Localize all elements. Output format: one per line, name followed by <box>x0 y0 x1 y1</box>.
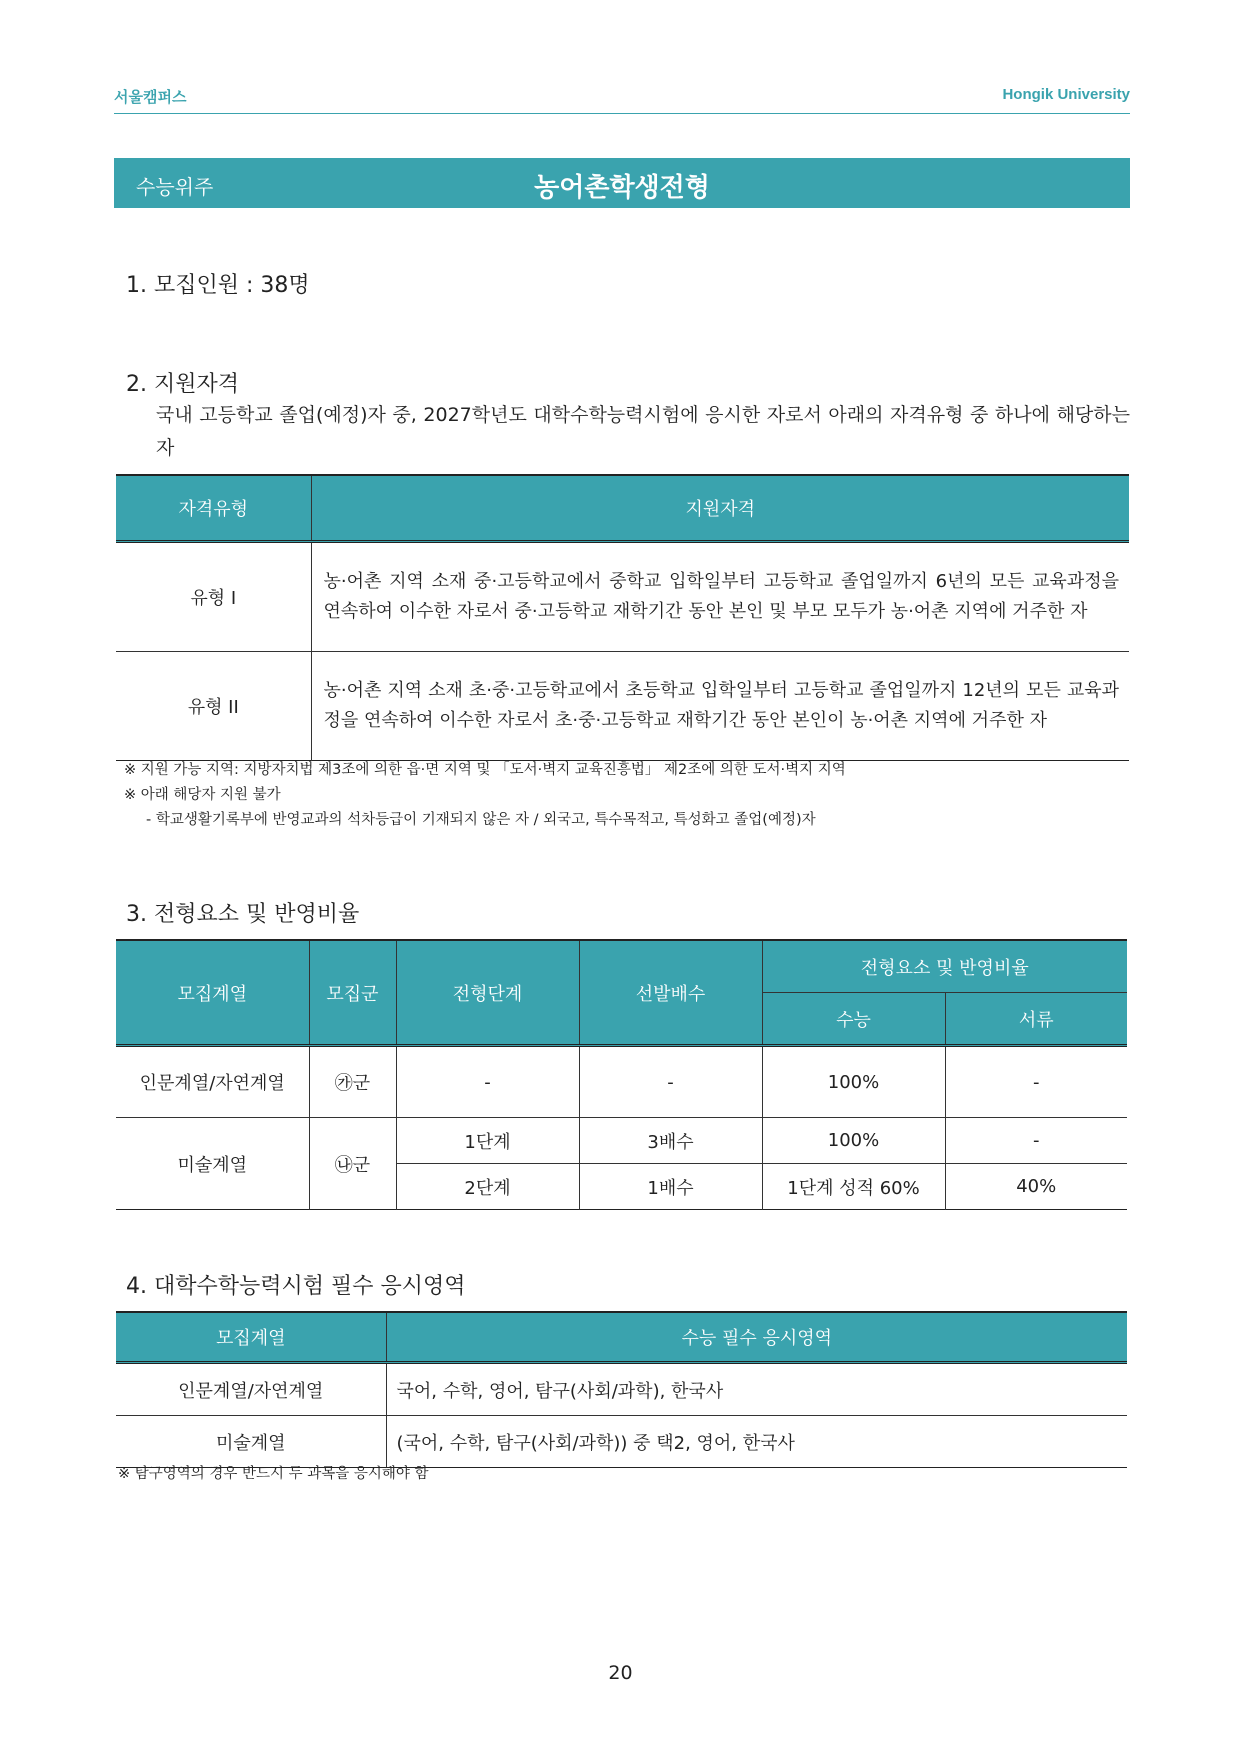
page-number: 20 <box>608 1662 633 1684</box>
table-row <box>116 1416 1127 1468</box>
selection-ratio-table <box>116 939 1127 1210</box>
note-inquiry-subjects: ※ 탐구영역의 경우 반드시 두 과목을 응시해야 함 <box>118 1466 429 1482</box>
section-heading-quota: 1. 모집인원 : 38명 <box>126 273 310 298</box>
csat-cell: 1단계 성적 60% <box>762 1164 945 1210</box>
multiple-cell: 1배수 <box>579 1164 762 1210</box>
group-cell: ㉮군 <box>309 1046 396 1118</box>
type-cell: 유형 II <box>116 652 311 761</box>
csat-cell: 100% <box>762 1118 945 1164</box>
table-row <box>116 1046 1127 1118</box>
field-cell: 미술계열 <box>116 1416 386 1468</box>
column-header: 자격유형 <box>116 475 311 542</box>
table-row <box>116 1363 1127 1416</box>
section-heading-ratio: 3. 전형요소 및 반영비율 <box>126 902 360 927</box>
campus-label: 서울캠퍼스 <box>114 88 187 106</box>
stage-cell: 2단계 <box>396 1164 579 1210</box>
docs-cell: - <box>945 1118 1127 1164</box>
csat-cell: 100% <box>762 1046 945 1118</box>
type-cell: 유형 I <box>116 542 311 652</box>
note-eligible-regions: ※ 지원 가능 지역: 지방자치법 제3조에 의한 읍·면 지역 및 「도서·벽지 교육진흥법」 제2조에 의한 도서·벽지 지역 <box>124 762 846 778</box>
stage-cell: 1단계 <box>396 1118 579 1164</box>
section-banner <box>114 158 1130 208</box>
docs-cell: - <box>945 1046 1127 1118</box>
field-cell: 인문계열/자연계열 <box>116 1046 309 1118</box>
group-cell: ㉯군 <box>309 1118 396 1210</box>
eligibility-table <box>116 474 1129 761</box>
header-divider <box>114 113 1130 114</box>
column-header: 모집계열 <box>116 940 309 1046</box>
field-cell: 인문계열/자연계열 <box>116 1363 386 1416</box>
section-heading-csat-areas: 4. 대학수학능력시험 필수 응시영역 <box>126 1274 466 1299</box>
areas-cell: 국어, 수학, 영어, 탐구(사회/과학), 한국사 <box>386 1363 1127 1416</box>
table-row <box>116 652 1129 761</box>
column-header: 수능 필수 응시영역 <box>386 1312 1127 1363</box>
page-title: 농어촌학생전형 <box>534 173 710 203</box>
qualification-cell: 농·어촌 지역 소재 중·고등학교에서 중학교 입학일부터 고등학교 졸업일까지 6년의 모든 교육과정을 연속하여 이수한 자로서 중·고등학교 재학기간 동안 본인 및 부모 모두가 농·어촌 지역에 거주한 자 <box>311 542 1129 652</box>
csat-areas-table <box>116 1311 1127 1468</box>
section-heading-eligibility: 2. 지원자격 <box>126 372 239 397</box>
university-name: Hongik University <box>1002 86 1130 103</box>
stage-cell: - <box>396 1046 579 1118</box>
column-header: 전형단계 <box>396 940 579 1046</box>
table-row <box>116 1118 1127 1164</box>
admission-category: 수능위주 <box>136 175 214 199</box>
note-ineligible-detail: - 학교생활기록부에 반영교과의 석차등급이 기재되지 않은 자 / 외국고, 특수목적고, 특성화고 졸업(예정)자 <box>146 812 816 828</box>
column-header: 서류 <box>945 993 1127 1046</box>
field-cell: 미술계열 <box>116 1118 309 1210</box>
table-row <box>116 542 1129 652</box>
docs-cell: 40% <box>1016 1176 1057 1197</box>
note-ineligible: ※ 아래 해당자 지원 불가 <box>124 787 281 803</box>
areas-cell: (국어, 수학, 탐구(사회/과학)) 중 택2, 영어, 한국사 <box>396 1432 795 1454</box>
qualification-cell: 농·어촌 지역 소재 초·중·고등학교에서 초등학교 입학일부터 고등학교 졸업일까지 12년의 모든 교육과정을 연속하여 이수한 자로서 초·중·고등학교 재학기간 동안 본인이 농·어촌 지역에 거주한 자 <box>323 680 1119 731</box>
multiple-cell: 3배수 <box>579 1118 762 1164</box>
column-header: 모집군 <box>309 940 396 1046</box>
column-header: 선발배수 <box>579 940 762 1046</box>
column-header: 지원자격 <box>311 475 1129 542</box>
column-header: 모집계열 <box>116 1312 386 1363</box>
column-header: 수능 <box>762 993 945 1046</box>
multiple-cell: - <box>579 1046 762 1118</box>
column-header: 전형요소 및 반영비율 <box>762 940 1127 993</box>
eligibility-description: 국내 고등학교 졸업(예정)자 중, 2027학년도 대학수학능력시험에 응시한 자로서 아래의 자격유형 중 하나에 해당하는 자 <box>156 404 1130 459</box>
